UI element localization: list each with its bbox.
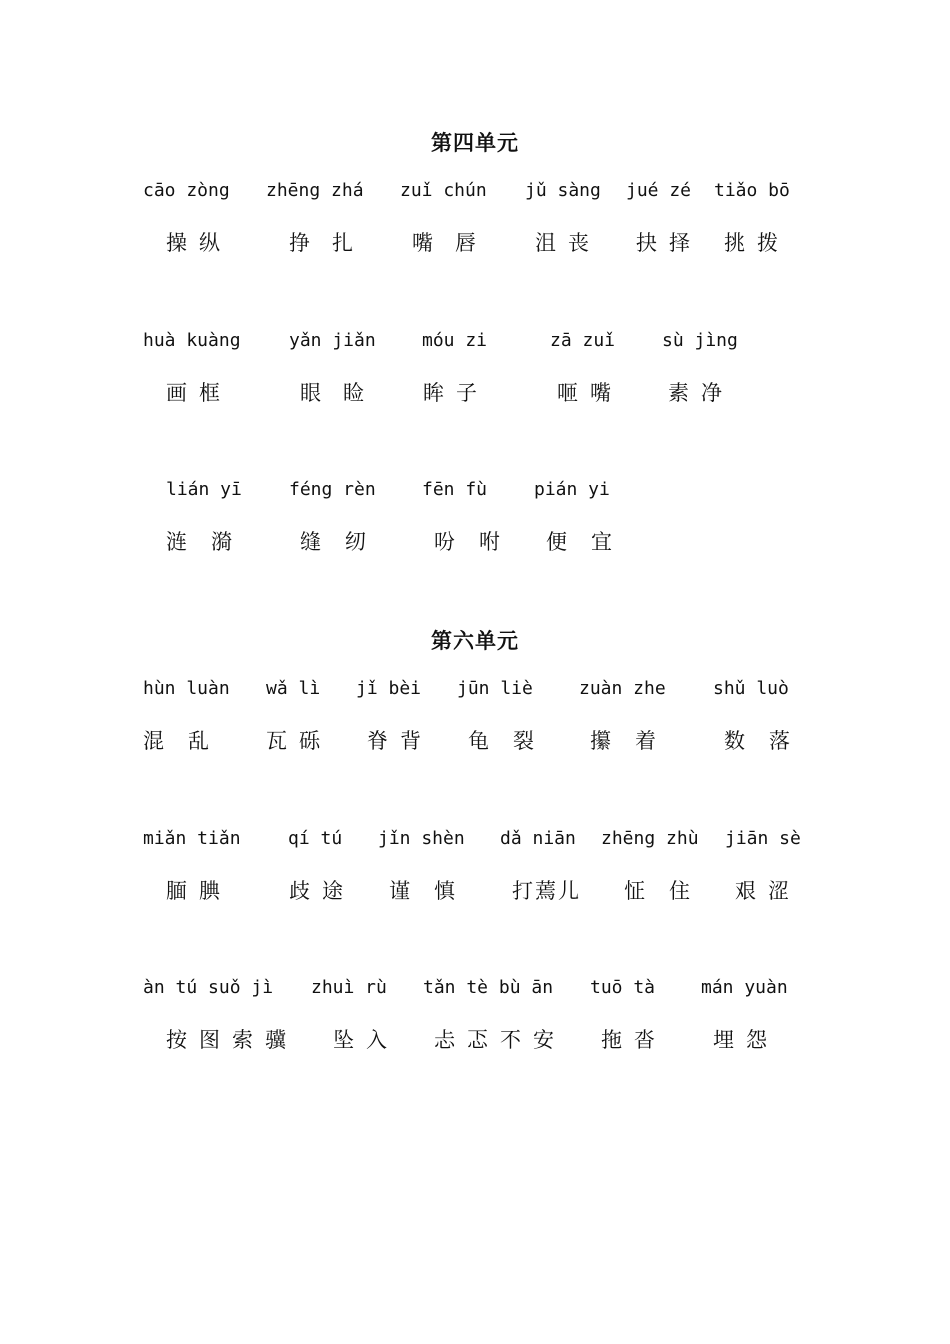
hanzi: 素净 [668, 381, 734, 405]
pinyin: jǐ bèi [356, 678, 422, 699]
hanzi: 坠入 [333, 1028, 399, 1052]
pinyin: qí tú [288, 828, 343, 849]
pinyin: mán yuàn [701, 977, 788, 998]
hanzi: 涟漪 [166, 530, 256, 554]
pinyin: zuàn zhe [579, 678, 666, 699]
pinyin: zhēng zhù [601, 828, 699, 849]
hanzi: 怔住 [624, 879, 714, 903]
pinyin: jiān sè [725, 828, 801, 849]
pinyin: shǔ luò [713, 678, 789, 699]
pinyin: dǎ niān [500, 828, 576, 849]
pinyin: tiǎo bō [714, 180, 790, 201]
hanzi: 缝纫 [300, 530, 390, 554]
hanzi: 忐忑不安 [434, 1028, 566, 1052]
unit6-title: 第六单元 [431, 629, 519, 653]
hanzi: 画框 [166, 381, 232, 405]
hanzi: 挣扎 [289, 231, 375, 255]
pinyin: jǐn shèn [378, 828, 465, 849]
hanzi: 数落 [724, 729, 814, 753]
hanzi: 歧途 [289, 879, 355, 903]
pinyin: miǎn tiǎn [143, 828, 241, 849]
pinyin: àn tú suǒ jì [143, 977, 274, 998]
hanzi: 按图索骥 [166, 1028, 298, 1052]
pinyin: zhēng zhá [266, 180, 364, 201]
hanzi: 嘴唇 [412, 231, 498, 255]
pinyin: jué zé [626, 180, 692, 201]
pinyin: fēn fù [422, 479, 488, 500]
pinyin: tǎn tè bù ān [423, 977, 554, 998]
hanzi: 打蔫儿 [512, 879, 581, 903]
hanzi: 艰涩 [735, 879, 801, 903]
hanzi: 埋怨 [713, 1028, 779, 1052]
hanzi: 混乱 [143, 729, 233, 753]
hanzi: 沮丧 [535, 231, 601, 255]
hanzi: 挑拨 [724, 231, 790, 255]
pinyin: huà kuàng [143, 330, 241, 351]
pinyin: féng rèn [289, 479, 376, 500]
pinyin: zhuì rù [311, 977, 387, 998]
hanzi: 谨慎 [389, 879, 479, 903]
hanzi: 便宜 [546, 530, 636, 554]
hanzi: 拖沓 [601, 1028, 667, 1052]
hanzi: 吩咐 [434, 530, 524, 554]
hanzi: 眼睑 [300, 381, 386, 405]
hanzi: 脊背 [367, 729, 433, 753]
hanzi: 攥着 [590, 729, 680, 753]
pinyin: zā zuǐ [550, 330, 616, 351]
pinyin: móu zi [422, 330, 488, 351]
hanzi: 腼腆 [166, 879, 232, 903]
pinyin: jūn liè [457, 678, 533, 699]
pinyin: cāo zòng [143, 180, 230, 201]
hanzi: 咂嘴 [557, 381, 623, 405]
hanzi: 眸子 [423, 381, 489, 405]
pinyin: jǔ sàng [525, 180, 601, 201]
pinyin: sù jìng [662, 330, 738, 351]
hanzi: 抉择 [636, 231, 702, 255]
hanzi: 操纵 [166, 231, 232, 255]
pinyin: tuō tà [590, 977, 656, 998]
hanzi: 龟裂 [468, 729, 558, 753]
pinyin: zuǐ chún [400, 180, 487, 201]
pinyin: wǎ lì [266, 678, 321, 699]
hanzi: 瓦砾 [266, 729, 332, 753]
pinyin: yǎn jiǎn [289, 330, 376, 351]
pinyin: lián yī [166, 479, 242, 500]
pinyin: hùn luàn [143, 678, 230, 699]
unit4-title: 第四单元 [431, 131, 519, 155]
pinyin: pián yi [534, 479, 610, 500]
